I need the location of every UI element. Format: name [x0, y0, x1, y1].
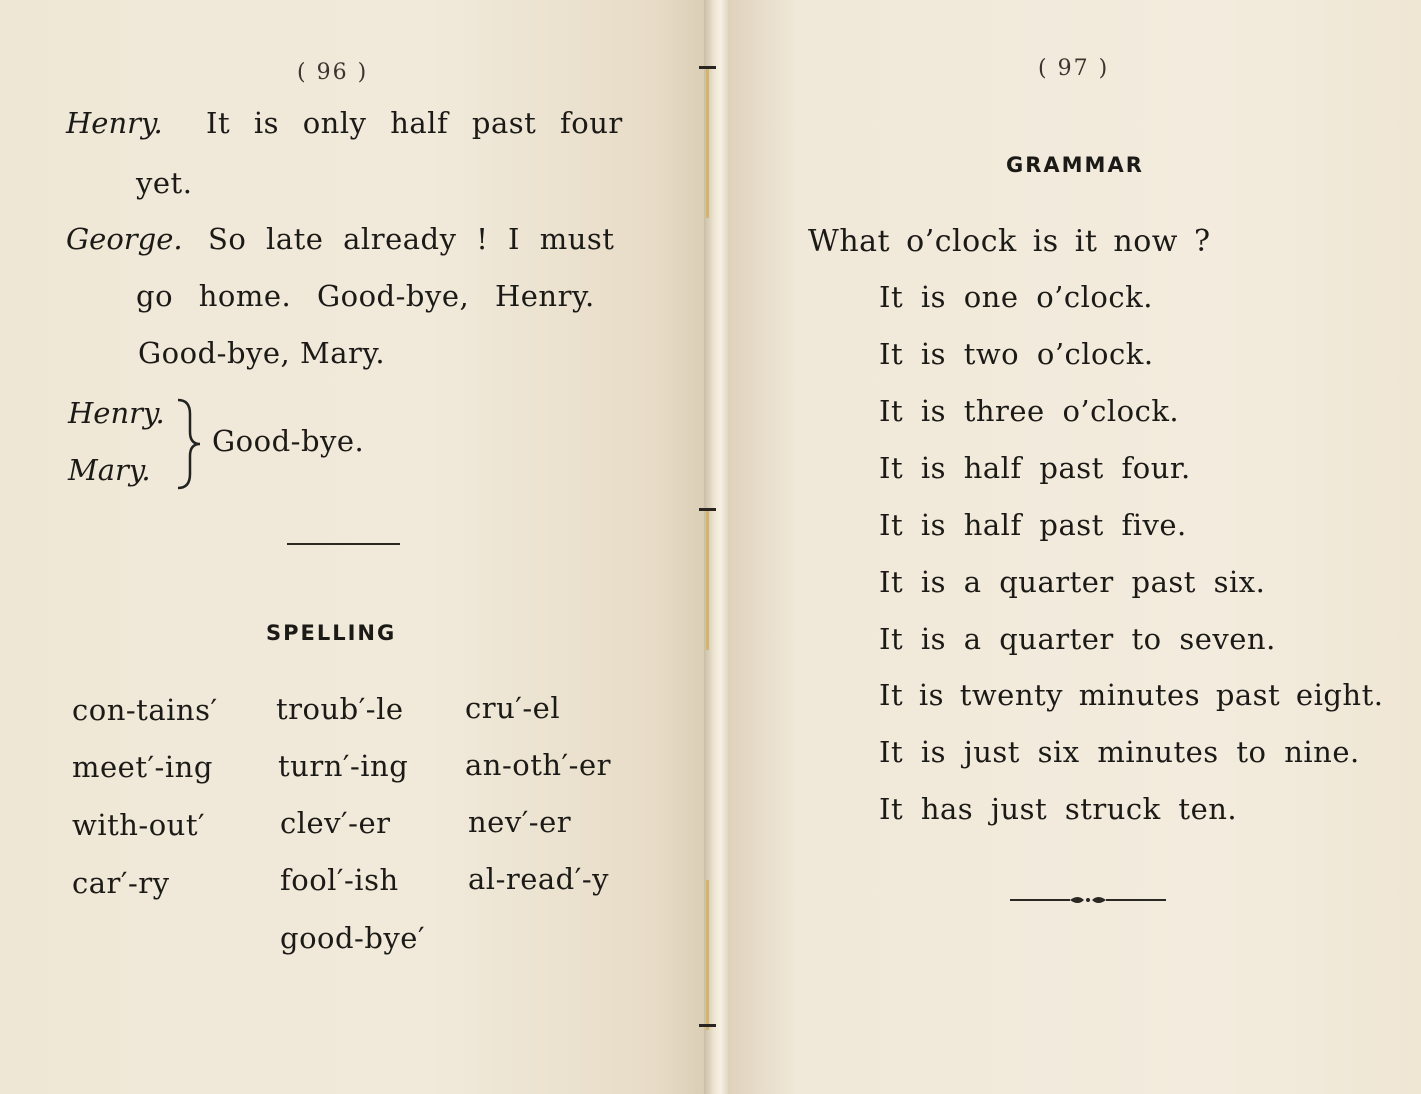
- spelling-word: con-tains′: [72, 693, 218, 727]
- binding-stitch: [699, 66, 716, 69]
- dialogue-line: It is only half past four: [206, 106, 623, 140]
- answer-line: It is three o’clock.: [879, 394, 1180, 428]
- section-divider: [287, 543, 400, 545]
- page-number: ( 96 ): [297, 60, 369, 85]
- spelling-word: good-bye′: [280, 921, 426, 955]
- question-line: What o’clock is it now ?: [808, 224, 1211, 259]
- answer-line: It is a quarter past six.: [879, 565, 1266, 599]
- dialogue-line: go home. Good-bye, Henry.: [136, 279, 595, 313]
- spelling-word: clev′-er: [280, 806, 391, 840]
- spelling-word: troub′-le: [276, 692, 404, 726]
- spelling-word: al-read′-y: [468, 862, 610, 896]
- answer-line: It is two o’clock.: [879, 337, 1154, 371]
- speaker-label: Henry.: [68, 396, 165, 430]
- answer-line: It has just struck ten.: [879, 792, 1238, 826]
- speaker-label: George.: [66, 222, 183, 256]
- answer-line: It is just six minutes to nine.: [879, 735, 1360, 769]
- spelling-word: nev′-er: [468, 805, 572, 839]
- answer-line: It is one o’clock.: [879, 280, 1153, 314]
- binding-thread: [706, 510, 709, 650]
- answer-line: It is half past five.: [879, 508, 1187, 542]
- binding-stitch: [699, 508, 716, 511]
- binding-thread: [706, 68, 709, 218]
- dialogue-line: Good-bye.: [212, 424, 365, 458]
- right-page: [728, 0, 1421, 1094]
- spelling-word: meet′-ing: [72, 750, 213, 784]
- spelling-word: with-out′: [72, 808, 206, 842]
- dialogue-line: yet.: [136, 166, 193, 200]
- answer-line: It is half past four.: [879, 451, 1191, 485]
- page-number: ( 97 ): [1038, 56, 1110, 81]
- binding-stitch: [699, 1024, 716, 1027]
- dialogue-line: Good-bye, Mary.: [138, 336, 386, 370]
- spelling-word: turn′-ing: [278, 749, 409, 783]
- spelling-word: cru′-el: [465, 691, 561, 725]
- answer-line: It is a quarter to seven.: [879, 622, 1276, 656]
- answer-line: It is twenty minutes past eight.: [879, 678, 1384, 712]
- section-heading: GRAMMAR: [1006, 153, 1144, 177]
- section-heading: SPELLING: [266, 621, 397, 645]
- brace-icon: [172, 398, 202, 490]
- spelling-word: fool′-ish: [280, 863, 399, 897]
- ornament-divider-icon: [1008, 892, 1168, 908]
- speaker-label: Henry.: [66, 106, 163, 140]
- spelling-word: car′-ry: [72, 866, 170, 900]
- spelling-word: an-oth′-er: [465, 748, 611, 782]
- dialogue-line: So late already ! I must: [208, 222, 615, 256]
- binding-thread: [706, 880, 709, 1030]
- speaker-label: Mary.: [68, 453, 151, 487]
